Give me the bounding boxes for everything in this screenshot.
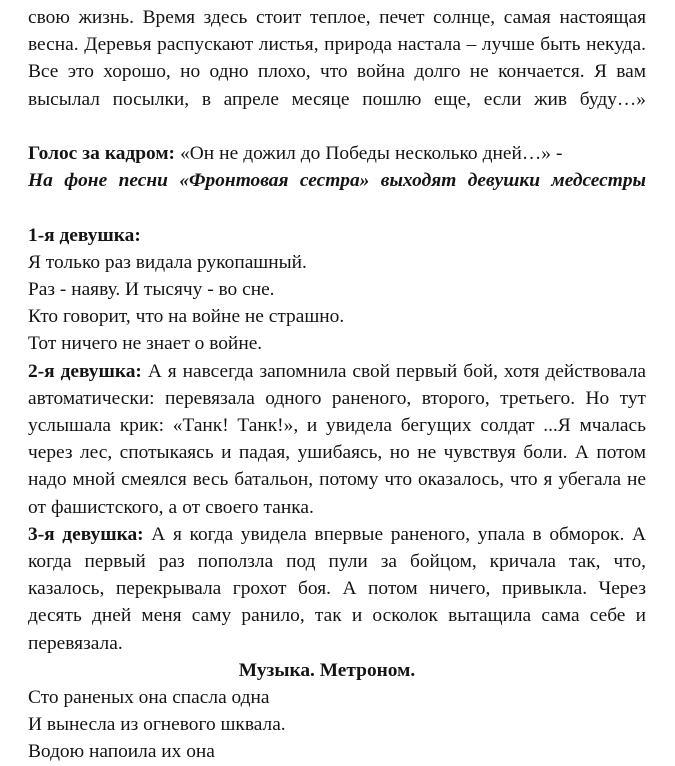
voiceover-speaker-label: Голос за кадром: (28, 143, 175, 165)
voiceover-paragraph (28, 140, 646, 167)
girl3-text: А я когда увидела впервые раненого, упала в обморок. А когда первый раз поползла под пули за бойцом, кричала так, что, казалось, перекрывала грохот боя. А потом ничего, привыкла. Через десять дней меня саму ранило, так и осколок вытащила сама себе и перевязала. (28, 523, 646, 654)
stage-direction: На фоне песни «Фронтовая сестра» выходят девушки медсестры (28, 170, 646, 192)
girl1-poem-line-2: Раз - наяву. И тысячу - во сне. (28, 279, 275, 301)
letter-paragraph: свою жизнь. Время здесь стоит теплое, печет солнце, самая настоящая весна. Деревья распускают листья, природа настала – лучше быть некуда. Все это хорошо, но одно плохо, что война долго не кончается. Я вам высылал посылки, в апреле месяце пошлю еще, если жив буду…» (28, 7, 646, 110)
girl2-paragraph (28, 358, 646, 521)
girl1-poem-line-4: Тот ничего не знает о войне. (28, 333, 263, 355)
girl1-poem-line-1: Я только раз видала рукопашный. (28, 251, 307, 273)
girl1-poem-line-3: Кто говорит, что на войне не страшно. (28, 306, 345, 328)
closing-poem-line-2: И вынесла из огневого шквала. (28, 714, 286, 736)
girl3-paragraph (28, 521, 646, 657)
closing-poem-line-1: Сто раненых она спасла одна (28, 687, 270, 709)
girl1-speaker-label: 1-я девушка: (28, 224, 141, 246)
music-cue: Музыка. Метроном. (238, 659, 416, 681)
closing-poem-line-3: Водою напоила их она (28, 741, 215, 763)
girl2-text: А я навсегда запомнила свой первый бой, хотя действовала автоматически: перевязала одного раненого, второго, третьего. Но тут услышала крик: «Танк! Танк!», и увидела бегущих солдат ...Я мчалась через лес, спотыкаясь и падая, ушибаясь, но не чувствуя боли. А потом надо мной смеялся весь батальон, потому что оказалось, что я убегала не от фашистского, а от своего танка. (28, 360, 646, 518)
girl2-speaker-label: 2-я девушка: (28, 360, 142, 382)
girl3-speaker-label: 3-я девушка: (28, 523, 144, 545)
voiceover-quote: «Он не дожил до Победы несколько дней…» - (180, 143, 563, 165)
